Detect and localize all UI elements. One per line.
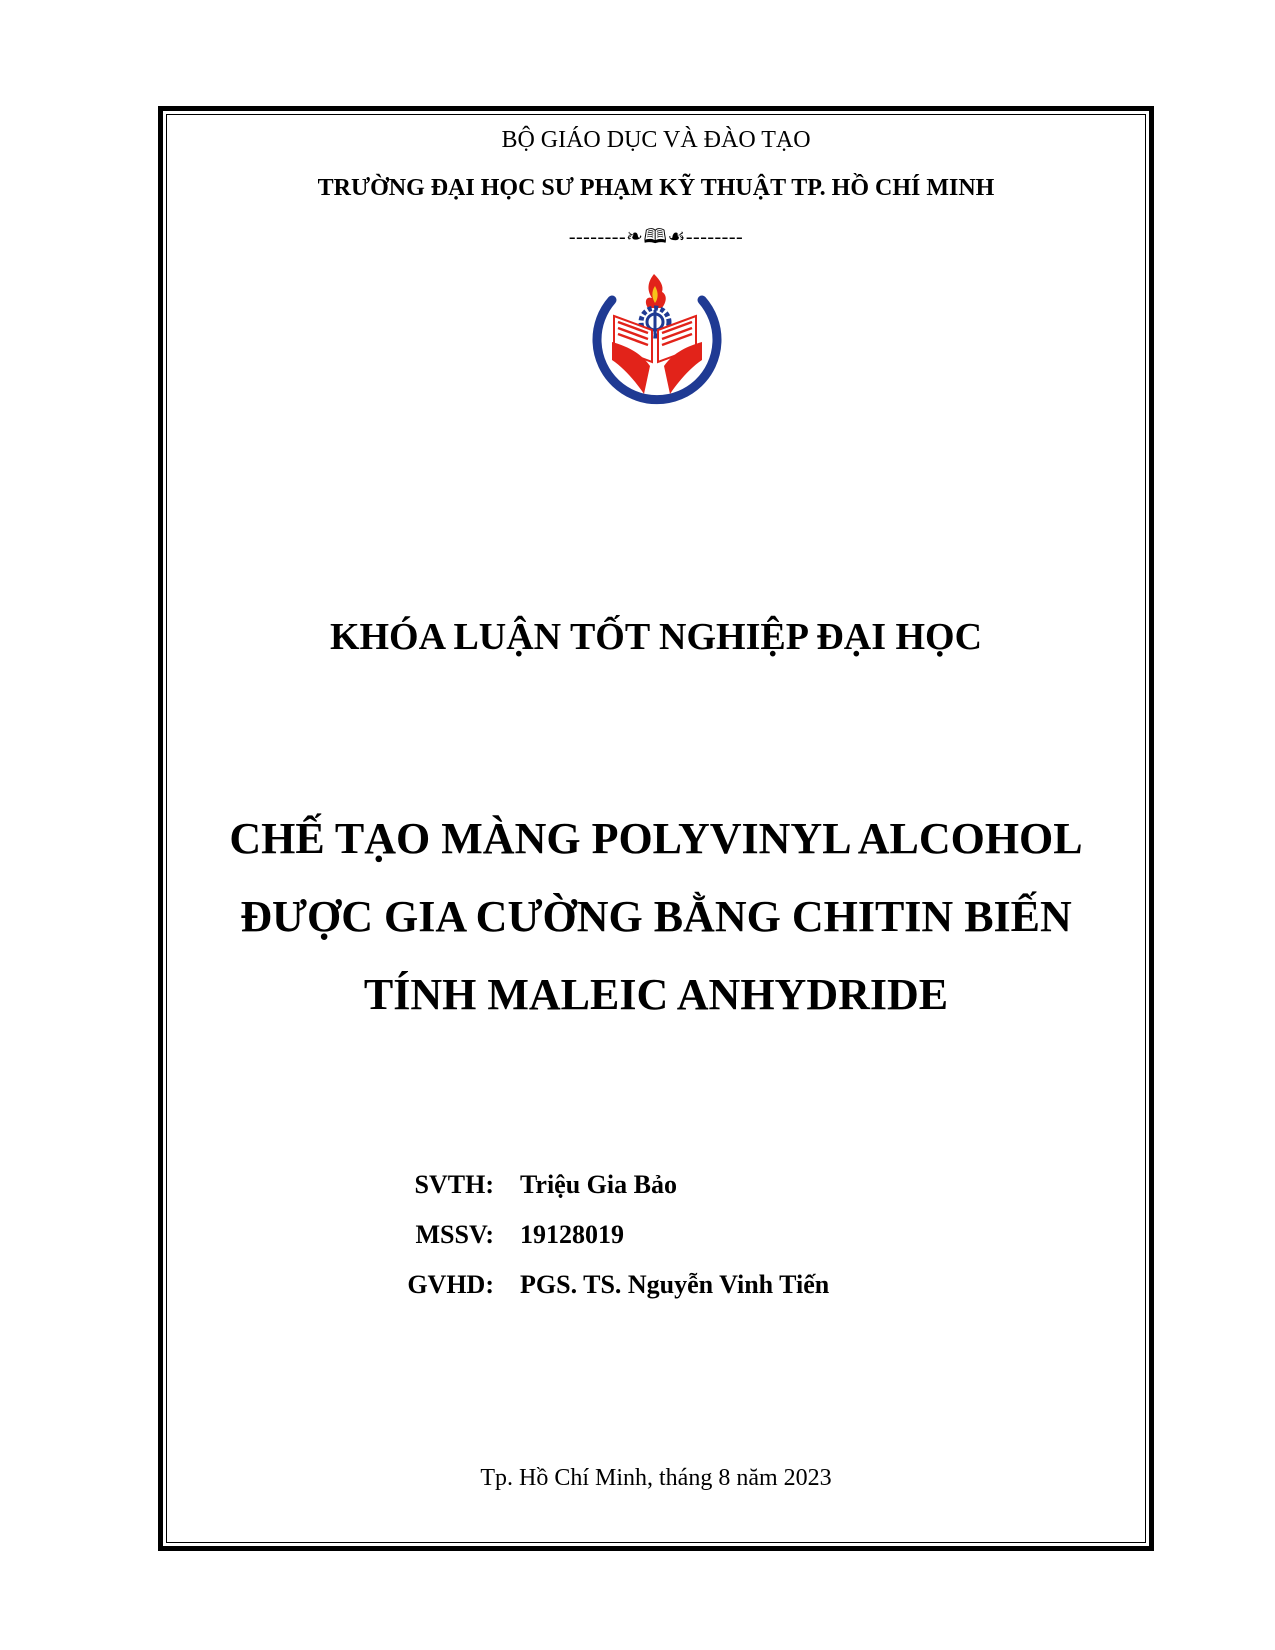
place-and-date: Tp. Hồ Chí Minh, tháng 8 năm 2023 — [480, 1465, 832, 1491]
info-row-supervisor — [380, 1270, 829, 1320]
university-name: TRƯỜNG ĐẠI HỌC SƯ PHẠM KỸ THUẬT TP. HỒ CHÍ MINH — [317, 175, 995, 201]
info-label: GVHD: — [407, 1270, 494, 1299]
university-emblem-logo — [590, 270, 724, 412]
thesis-title — [166, 800, 1146, 1034]
thesis-title-line: TÍNH MALEIC ANHYDRIDE — [363, 970, 949, 1019]
ornamental-divider: --------❧🕮☙-------- — [568, 226, 744, 248]
thesis-type-heading: KHÓA LUẬN TỐT NGHIỆP ĐẠI HỌC — [329, 616, 983, 658]
info-row-student-id — [380, 1220, 829, 1270]
author-info-block — [380, 1170, 829, 1320]
thesis-title-line: CHẾ TẠO MÀNG POLYVINYL ALCOHOL — [229, 814, 1083, 863]
info-row-student — [380, 1170, 829, 1220]
info-label: SVTH: — [414, 1170, 494, 1199]
info-value: Triệu Gia Bảo — [520, 1170, 677, 1199]
thesis-title-line: ĐƯỢC GIA CƯỜNG BẰNG CHITIN BIẾN — [240, 892, 1072, 941]
info-value: 19128019 — [520, 1220, 624, 1249]
info-label: MSSV: — [415, 1220, 494, 1249]
info-value: PGS. TS. Nguyễn Vinh Tiến — [520, 1270, 830, 1299]
ministry-name: BỘ GIÁO DỤC VÀ ĐÀO TẠO — [501, 127, 811, 153]
